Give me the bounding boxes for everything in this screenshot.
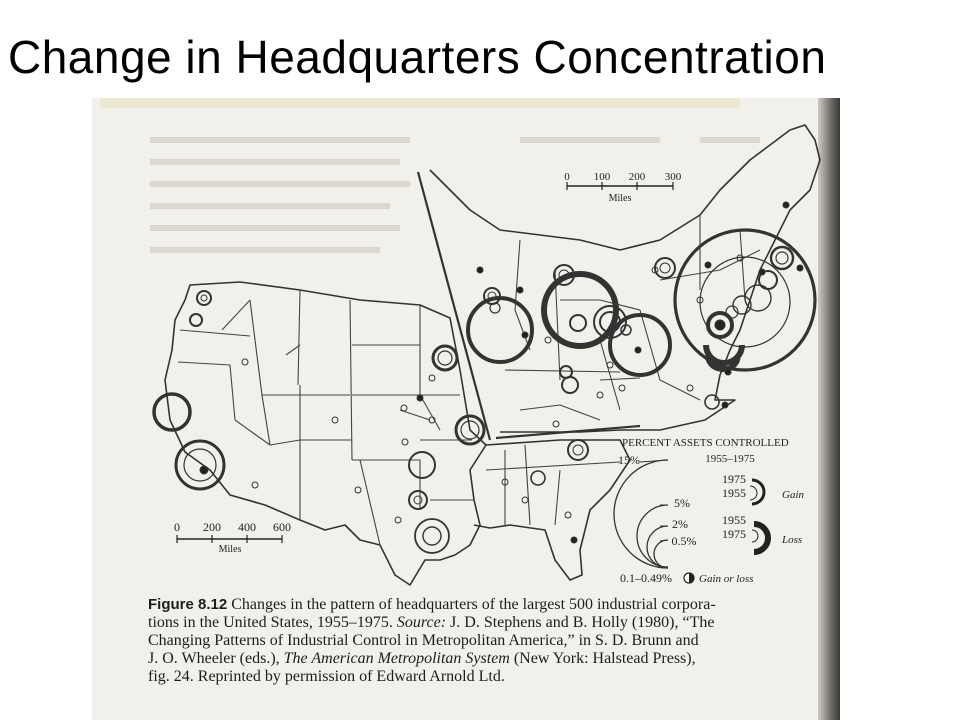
legend-gain-symbol [752,480,764,504]
caption-line-2a: tions in the United States, 1955–1975. [148,614,393,631]
scale-west-tick-1: 200 [203,520,221,534]
scale-bar-east [564,171,682,204]
legend-small-label: Gain or loss [699,573,754,585]
east-outline [430,125,820,432]
legend-leaders [640,460,668,541]
legend-size-circles [614,460,668,568]
legend-gain-bottom: 1955 [722,486,746,500]
scale-east-tick-0: 0 [564,171,570,183]
legend-size-5: 5% [674,496,690,510]
slide-title: Change in Headquarters Concentration [8,31,827,83]
scale-west-tick-3: 600 [273,520,291,534]
figure-caption [148,596,828,686]
us-map-southeast [474,440,630,580]
caption-line-2b: J. D. Stephens and B. Holly (1980), “The [450,614,715,631]
scale-east-tick-3: 300 [664,171,682,183]
legend-size-15: 15% [618,453,640,467]
caption-book-title: The American Metropolitan System [283,650,510,667]
caption-source-label: Source: [396,614,447,631]
figure-label: Figure 8.12 [148,596,228,613]
legend-size-05: 0.5% [671,534,697,548]
caption-line-3: Changing Patterns of Industrial Control in Metropolitan America,” in S. D. Brunn and [148,632,699,649]
legend-loss-bottom: 1975 [722,527,746,541]
caption-line-4b: (New York: Halstead Press), [513,650,696,667]
legend-size-2: 2% [672,517,688,531]
caption-line-4a: J. O. Wheeler (eds.), [148,650,280,667]
caption-line-1: Changes in the pattern of headquarters of the largest 500 industrial corpora- [231,596,716,613]
legend [614,437,805,585]
scale-bar-west [174,520,291,555]
legend-loss-symbol [754,524,768,552]
legend-gain-label: Gain [782,489,804,501]
legend-small-range: 0.1–0.49% [620,571,672,585]
legend-loss-label: Loss [782,534,803,546]
caption-line-5: fig. 24. Reprinted by permission of Edward Arnold Ltd. [148,668,505,685]
scale-west-tick-0: 0 [174,520,180,534]
scale-east-unit: Miles [608,193,632,204]
legend-loss-top: 1955 [722,513,746,527]
scale-west-unit: Miles [218,544,242,555]
legend-period: 1955–1975 [705,453,755,465]
scale-west-tick-2: 400 [238,520,256,534]
legend-gain-top: 1975 [722,472,746,486]
scale-east-tick-2: 200 [628,171,646,183]
circles-west [154,291,484,553]
legend-title: PERCENT ASSETS CONTROLLED [622,437,789,449]
scale-east-tick-1: 100 [593,171,611,183]
